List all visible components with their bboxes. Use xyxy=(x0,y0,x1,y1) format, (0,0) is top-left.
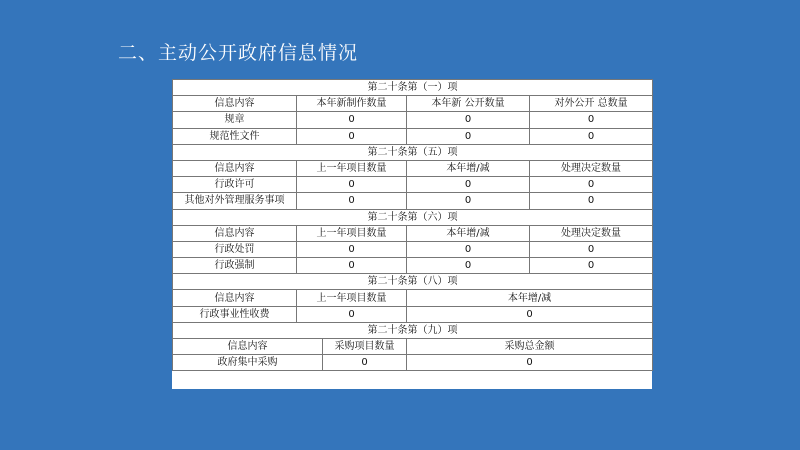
table-cell: 0 xyxy=(297,306,407,322)
table-row xyxy=(173,306,653,322)
table-cell: 0 xyxy=(407,128,530,144)
header-cell: 上一年项目数量 xyxy=(297,160,407,176)
header-cell: 信息内容 xyxy=(173,339,323,355)
section-title: 第二十条第（一）项 xyxy=(173,80,653,96)
table-cell: 0 xyxy=(297,177,407,193)
table-row xyxy=(173,112,653,128)
table-cell: 0 xyxy=(297,193,407,209)
table-cell: 0 xyxy=(530,112,653,128)
header-cell: 处理决定数量 xyxy=(530,160,653,176)
table-cell: 其他对外管理服务事项 xyxy=(173,193,297,209)
section-title: 第二十条第（五）项 xyxy=(173,144,653,160)
table-cell: 0 xyxy=(407,258,530,274)
header-cell: 信息内容 xyxy=(173,225,297,241)
table-cell: 0 xyxy=(407,177,530,193)
section-header-row xyxy=(173,144,653,160)
table-cell: 0 xyxy=(407,241,530,257)
header-cell: 上一年项目数量 xyxy=(297,225,407,241)
table-cell: 0 xyxy=(297,128,407,144)
header-cell: 本年新 公开数量 xyxy=(407,96,530,112)
section-header-row xyxy=(173,209,653,225)
column-header-row xyxy=(173,225,653,241)
header-cell: 本年新制作数量 xyxy=(297,96,407,112)
header-cell: 采购项目数量 xyxy=(323,339,407,355)
table-row xyxy=(173,177,653,193)
header-cell: 采购总金额 xyxy=(407,339,653,355)
header-cell: 上一年项目数量 xyxy=(297,290,407,306)
table-cell: 0 xyxy=(530,177,653,193)
info-table xyxy=(172,79,653,371)
column-header-row xyxy=(173,290,653,306)
header-cell: 信息内容 xyxy=(173,290,297,306)
header-cell: 本年增/减 xyxy=(407,225,530,241)
table-cell: 0 xyxy=(530,241,653,257)
table-row xyxy=(173,355,653,371)
header-cell: 本年增/减 xyxy=(407,290,653,306)
table-cell: 规范性文件 xyxy=(173,128,297,144)
table-cell: 0 xyxy=(407,112,530,128)
table-row xyxy=(173,193,653,209)
table-cell: 0 xyxy=(407,355,653,371)
section-title: 第二十条第（六）项 xyxy=(173,209,653,225)
disclosure-table xyxy=(172,79,652,389)
section-header-row xyxy=(173,80,653,96)
table-cell: 行政处罚 xyxy=(173,241,297,257)
column-header-row xyxy=(173,339,653,355)
section-header-row xyxy=(173,274,653,290)
table-cell: 0 xyxy=(530,128,653,144)
table-row xyxy=(173,128,653,144)
header-cell: 对外公开 总数量 xyxy=(530,96,653,112)
table-cell: 0 xyxy=(297,241,407,257)
table-cell: 政府集中采购 xyxy=(173,355,323,371)
section-title: 第二十条第（八）项 xyxy=(173,274,653,290)
section-header-row xyxy=(173,322,653,338)
table-cell: 0 xyxy=(323,355,407,371)
table-cell: 0 xyxy=(297,258,407,274)
column-header-row xyxy=(173,96,653,112)
table-cell: 0 xyxy=(407,193,530,209)
column-header-row xyxy=(173,160,653,176)
table-cell: 行政事业性收费 xyxy=(173,306,297,322)
header-cell: 信息内容 xyxy=(173,160,297,176)
table-cell: 0 xyxy=(297,112,407,128)
table-row xyxy=(173,258,653,274)
table-row xyxy=(173,241,653,257)
page-title: 二、主动公开政府信息情况 xyxy=(118,42,359,64)
section-title: 第二十条第（九）项 xyxy=(173,322,653,338)
table-cell: 0 xyxy=(530,258,653,274)
table-cell: 0 xyxy=(407,306,653,322)
table-cell: 行政强制 xyxy=(173,258,297,274)
header-cell: 处理决定数量 xyxy=(530,225,653,241)
header-cell: 信息内容 xyxy=(173,96,297,112)
table-cell: 规章 xyxy=(173,112,297,128)
header-cell: 本年增/减 xyxy=(407,160,530,176)
table-cell: 0 xyxy=(530,193,653,209)
table-cell: 行政许可 xyxy=(173,177,297,193)
